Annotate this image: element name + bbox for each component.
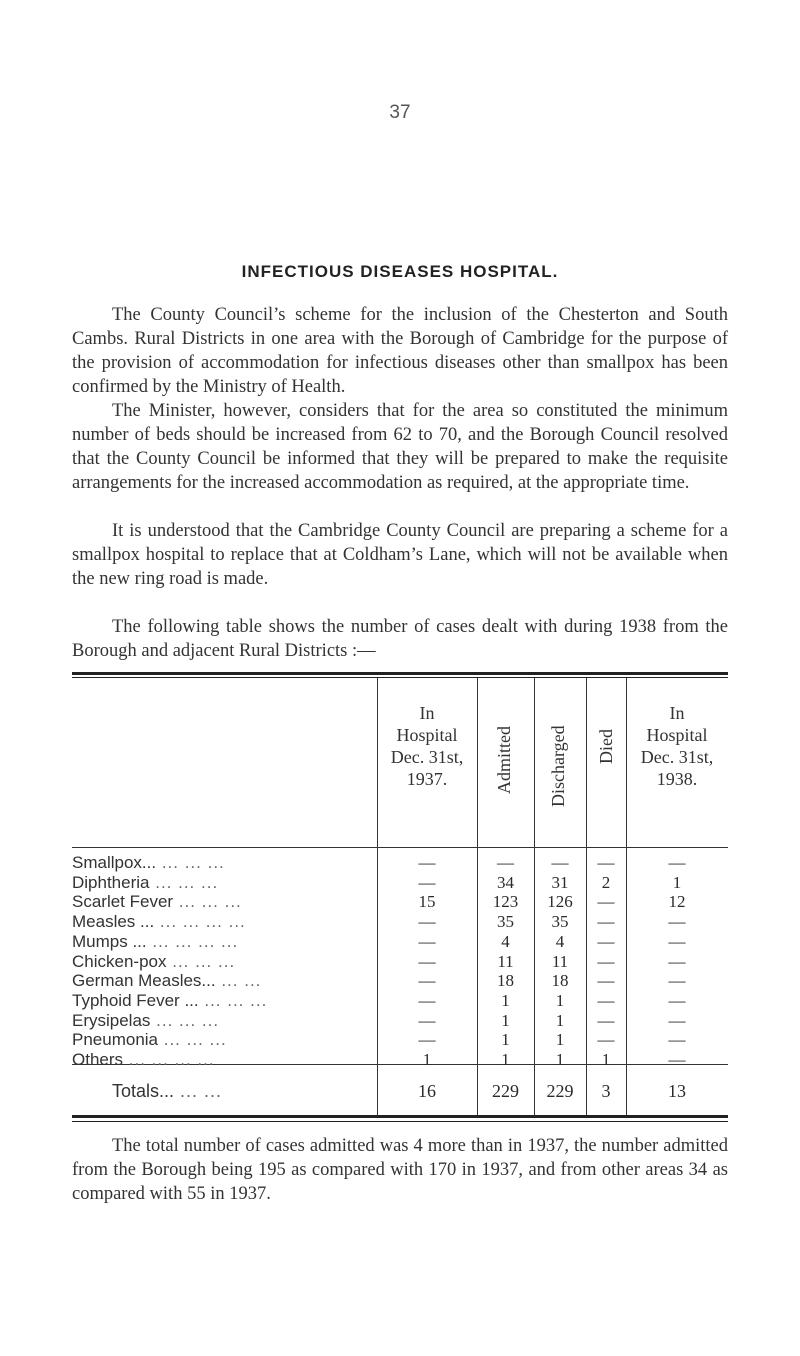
- table-row: Pneumonia ... ... ... — 1 1 — —: [72, 1030, 686, 1050]
- header-discharged: Discharged: [548, 725, 568, 807]
- table-bottom-rule: [72, 1115, 728, 1118]
- totals-row: Totals... ... ... 16 229 229 3 13: [112, 1081, 686, 1101]
- table-row: Mumps ... ... ... ... ... — 4 4 — —: [72, 931, 686, 951]
- table-row: Typhoid Fever ... ... ... ... — 1 1 — —: [72, 990, 686, 1010]
- paragraph-minister: The Minister, however, considers that for the area so constituted the minimum number of beds should be increased from 62 to 70, and the Borough Council resolved that the County Council be informed that they will be prepared to make the requisite arrangements for the increased accommodation as required, at the appropriate time.: [72, 401, 728, 493]
- table-row: Chicken-pox ... ... ... — 11 11 — —: [72, 951, 686, 971]
- header-died: Died: [596, 729, 616, 764]
- table-row: Scarlet Fever ... ... ... 15 123 126 — 12: [72, 892, 686, 912]
- table-row: Smallpox... ... ... ... — — — — —: [72, 853, 686, 872]
- header-admitted: Admitted: [494, 726, 514, 794]
- paragraph-total-cases: The total number of cases admitted was 4 more than in 1937, the number admitted from the Borough being 195 as compared with 170 in 1937, and from other areas 34 as compared with 55 in 1937.: [72, 1136, 728, 1204]
- header-in-hospital-1937: In Hospital Dec. 31st, 1937.: [390, 703, 464, 789]
- cases-table: [72, 672, 728, 1132]
- header-separator: [72, 847, 728, 848]
- paragraph-smallpox-hospital: It is understood that the Cambridge County Council are preparing a scheme for a smallpox hospital to replace that at Coldham’s Lane, which will not be available when the new ring road is made.: [72, 521, 728, 589]
- page-number: 37: [389, 102, 411, 123]
- table-top-rule: [72, 672, 728, 675]
- table-row: Others ... ... ... ... 1 1 1 1 —: [72, 1050, 686, 1069]
- table-row: Erysipelas ... ... ... — 1 1 — —: [72, 1010, 686, 1030]
- table-top-rule-thin: [72, 677, 728, 678]
- table-bottom-rule-thin: [72, 1121, 728, 1122]
- paragraph-table-intro: The following table shows the number of cases dealt with during 1938 from the Borough and adjacent Rural Districts :—: [72, 617, 728, 661]
- table-row: German Measles... ... ... — 18 18 — —: [72, 971, 686, 991]
- page-title: INFECTIOUS DISEASES HOSPITAL.: [241, 262, 559, 281]
- header-in-hospital-1938: In Hospital Dec. 31st, 1938.: [640, 703, 714, 789]
- paragraph-scheme: The County Council’s scheme for the inclusion of the Chesterton and South Cambs. Rural Districts in one area with the Borough of Cambridge for the purpose of the provision of accommodation for infectious diseases other than smallpox has been confirmed by the Ministry of Health.: [72, 305, 728, 397]
- table-row: Measles ... ... ... ... ... — 35 35 — —: [72, 912, 686, 932]
- table-row: Diphtheria ... ... ... — 34 31 2 1: [72, 872, 682, 892]
